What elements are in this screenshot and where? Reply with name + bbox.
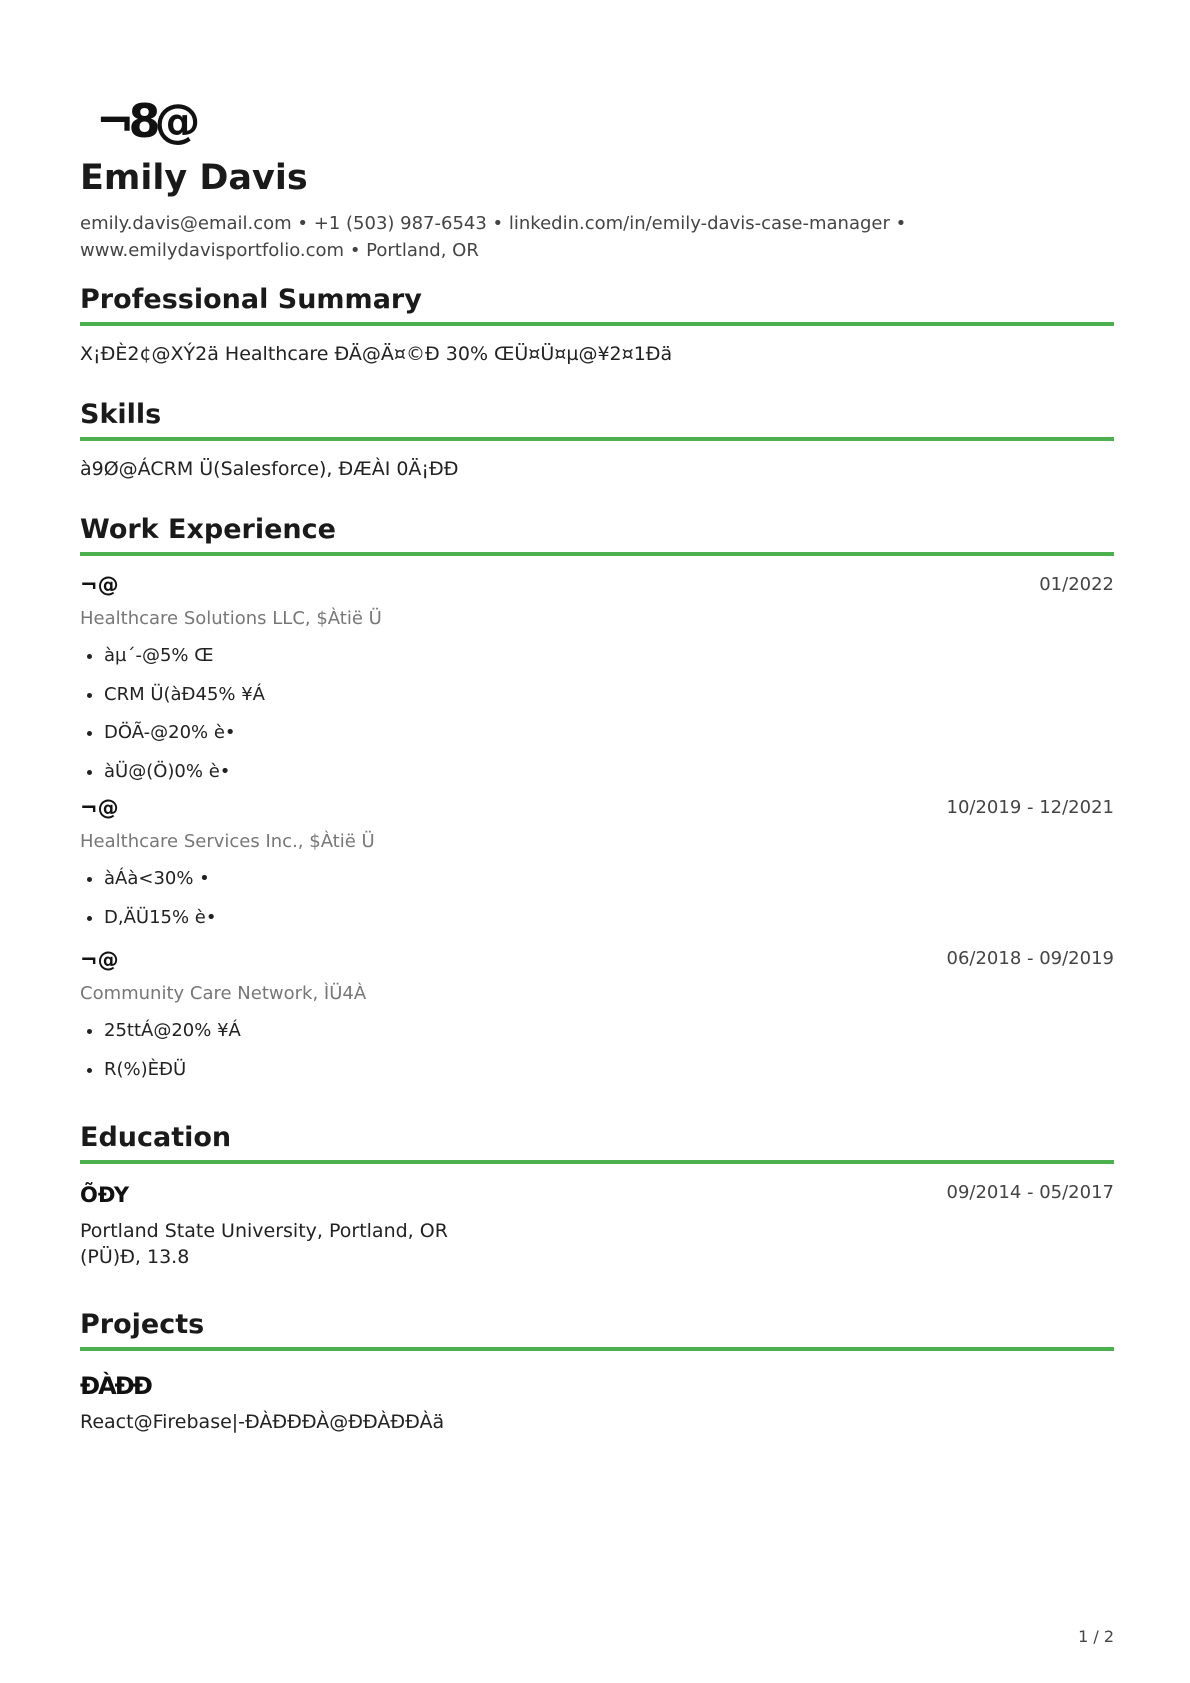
job-title: ¬@	[80, 573, 119, 597]
job-date: 01/2022	[1039, 574, 1114, 595]
summary-divider	[80, 322, 1114, 326]
job-bullets	[104, 1016, 241, 1093]
experience-heading: Work Experience	[80, 514, 336, 545]
list-item: • àµ´-@5% Œ	[104, 641, 265, 680]
candidate-name: Emily Davis	[80, 158, 308, 198]
contact-line-2: www.emilydavisportfolio.com • Portland, OR	[80, 240, 479, 261]
job-title: ¬@	[80, 796, 119, 820]
job-date: 06/2018 - 09/2019	[946, 948, 1114, 969]
job-bullets	[104, 641, 265, 795]
projects-heading: Projects	[80, 1309, 205, 1340]
summary-text: X¡ÐÈ2¢@XÝ2ä Healthcare ÐÄ@Ä¤©Ð 30% ŒÜ¤Ü¤µ@¥2¤1Ðä	[80, 343, 673, 365]
list-item: • DÖÃ-@20% è•	[104, 718, 265, 757]
job-bullets	[104, 864, 217, 941]
skills-text: à9Ø@ÁCRM Ü(Salesforce), ÐÆÀI 0Ä¡ÐÐ	[80, 458, 459, 480]
experience-divider	[80, 552, 1114, 556]
contact-info	[80, 210, 960, 264]
job-company: Healthcare Solutions LLC, $Àtië Ü	[80, 608, 382, 629]
job-company: Healthcare Services Inc., $Àtië Ü	[80, 831, 375, 852]
education-school: Portland State University, Portland, OR	[80, 1220, 448, 1242]
list-item: • D,ÄÜ15% è•	[104, 903, 217, 942]
education-gpa: (PÜ)Ð, 13.8	[80, 1246, 190, 1268]
list-item: • CRM Ü(àÐ45% ¥Á	[104, 680, 265, 719]
resume-page	[80, 0, 1114, 1683]
job-date: 10/2019 - 12/2021	[946, 797, 1114, 818]
education-date: 09/2014 - 05/2017	[946, 1182, 1114, 1203]
summary-heading: Professional Summary	[80, 284, 422, 315]
list-item: • R(%)ÈÐÜ	[104, 1055, 241, 1094]
project-title: ÐÀÐÐ	[80, 1372, 151, 1400]
project-description: React@Firebase|-ÐÀÐÐÐÀ@ÐÐÀÐÐÀä	[80, 1411, 445, 1433]
job-title: ¬@	[80, 948, 119, 972]
education-degree: ÕÐY	[80, 1183, 130, 1207]
skills-divider	[80, 437, 1114, 441]
contact-line-1: emily.davis@email.com • +1 (503) 987-6543 • linkedin.com/in/emily-davis-case-manager •	[80, 213, 907, 234]
page-number: 1 / 2	[1078, 1627, 1114, 1646]
education-heading: Education	[80, 1122, 232, 1153]
logo-mark: ¬8@	[96, 94, 195, 148]
list-item: • àÜ@(Ö)0% è•	[104, 757, 265, 796]
education-divider	[80, 1160, 1114, 1164]
list-item: • àÁà<30% •	[104, 864, 217, 903]
list-item: • 25ttÁ@20% ¥Á	[104, 1016, 241, 1055]
projects-divider	[80, 1347, 1114, 1351]
job-company: Community Care Network, ÌÜ4À	[80, 983, 367, 1004]
skills-heading: Skills	[80, 399, 162, 430]
